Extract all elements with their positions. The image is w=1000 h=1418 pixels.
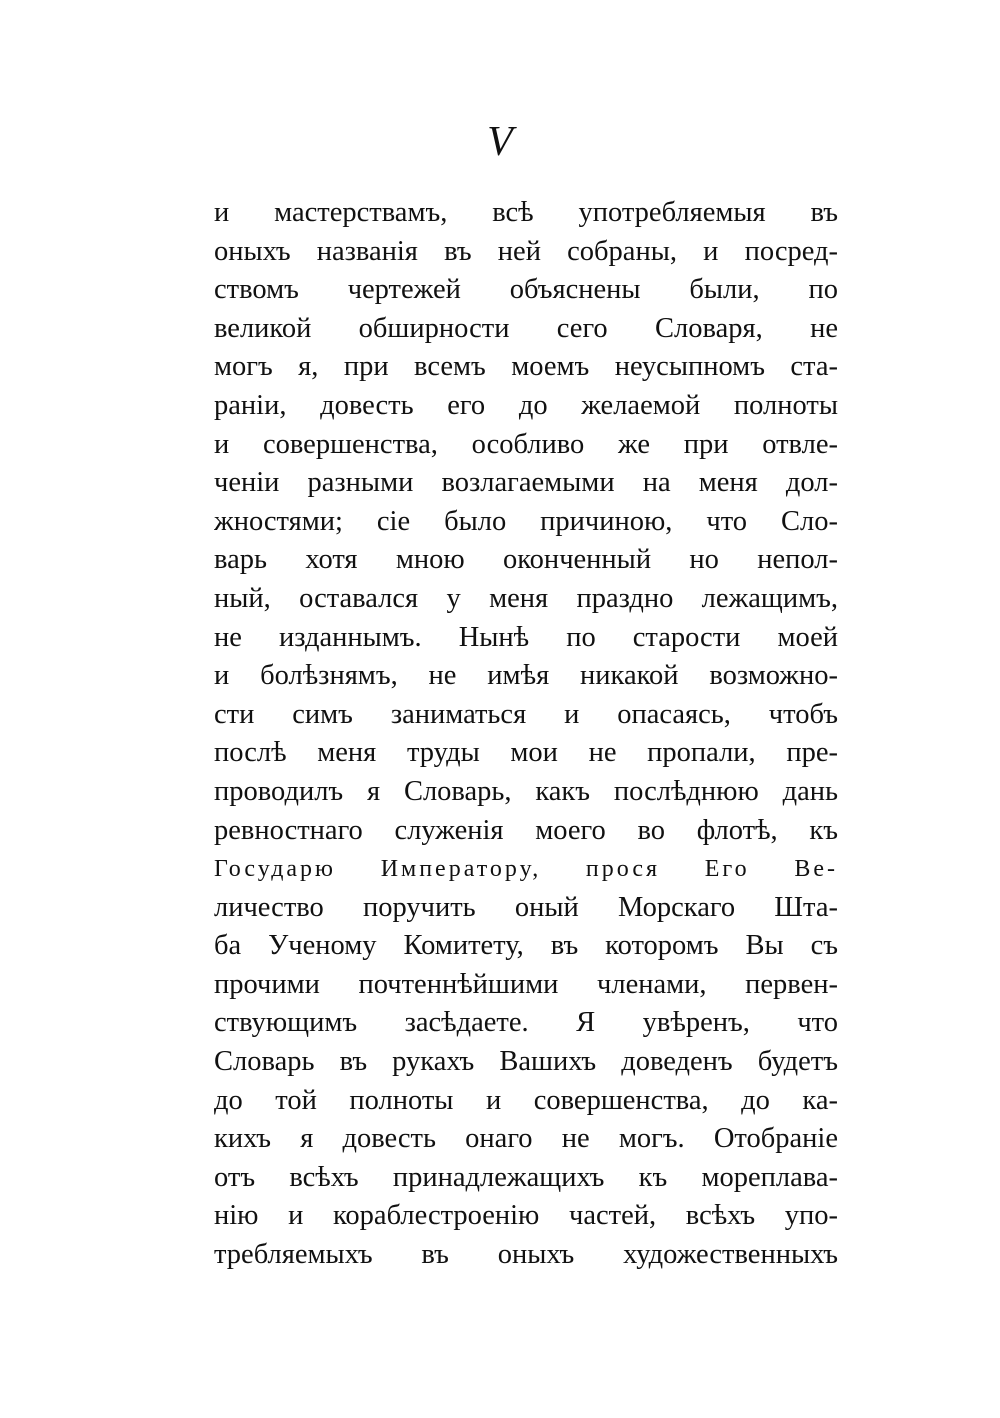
text-line: сти симъ заниматься и опасаясь, чтобъ bbox=[214, 698, 838, 730]
text-line: и болѣзнямъ, не имѣя никакой возможно- bbox=[214, 660, 838, 692]
text-line: Государю Императору, прося Его Ве- bbox=[214, 856, 838, 883]
text-line: раніи, довесть его до желаемой полноты bbox=[214, 389, 838, 421]
text-line: отъ всѣхъ принадлежащихъ къ мореплава- bbox=[214, 1161, 838, 1193]
text-line: требляемыхъ въ оныхъ художественныхъ bbox=[214, 1239, 838, 1271]
text-line: ченіи разными возлагаемыми на меня дол- bbox=[214, 467, 838, 499]
text-line: не изданнымъ. Нынѣ по старости моей bbox=[214, 621, 838, 653]
text-line: ревностнаго служенія моего во флотѣ, къ bbox=[214, 814, 838, 846]
text-line: и совершенства, особливо же при отвле- bbox=[214, 428, 838, 460]
text-line: жностями; сіе было причиною, что Сло- bbox=[214, 505, 838, 537]
text-line: личество поручить оный Морскаго Шта- bbox=[214, 891, 838, 923]
text-line: ствомъ чертежей объяснены были, по bbox=[214, 274, 838, 306]
page-number: V bbox=[487, 119, 513, 165]
text-line: оныхъ названія въ ней собраны, и посред- bbox=[214, 235, 838, 267]
text-line: ба Ученому Комитету, въ которомъ Вы съ bbox=[214, 930, 838, 962]
text-line: ный, оставался у меня праздно лежащимъ, bbox=[214, 582, 838, 614]
text-line: кихъ я довесть онаго не могъ. Отобраніе bbox=[214, 1123, 838, 1155]
text-line: варь хотя мною оконченный но непол- bbox=[214, 544, 838, 576]
text-line: могъ я, при всемъ моемъ неусыпномъ ста- bbox=[214, 351, 838, 383]
text-line: до той полноты и совершенства, до ка- bbox=[214, 1084, 838, 1116]
text-line: и мастерствамъ, всѣ употребляемыя въ bbox=[214, 197, 838, 228]
text-line: послѣ меня труды мои не пропали, пре- bbox=[214, 737, 838, 769]
text-line: проводилъ я Словарь, какъ послѣднюю дань bbox=[214, 775, 838, 807]
text-line: великой обширности сего Словаря, не bbox=[214, 312, 838, 344]
body-text bbox=[214, 194, 838, 1275]
text-line: прочими почтеннѣйшими членами, первен- bbox=[214, 968, 838, 1000]
text-line: ствующимъ засѣдаете. Я увѣренъ, что bbox=[214, 1007, 838, 1039]
text-line: нію и кораблестроенію частей, всѣхъ упо- bbox=[214, 1200, 838, 1232]
text-line: Словарь въ рукахъ Вашихъ доведенъ будетъ bbox=[214, 1046, 838, 1078]
